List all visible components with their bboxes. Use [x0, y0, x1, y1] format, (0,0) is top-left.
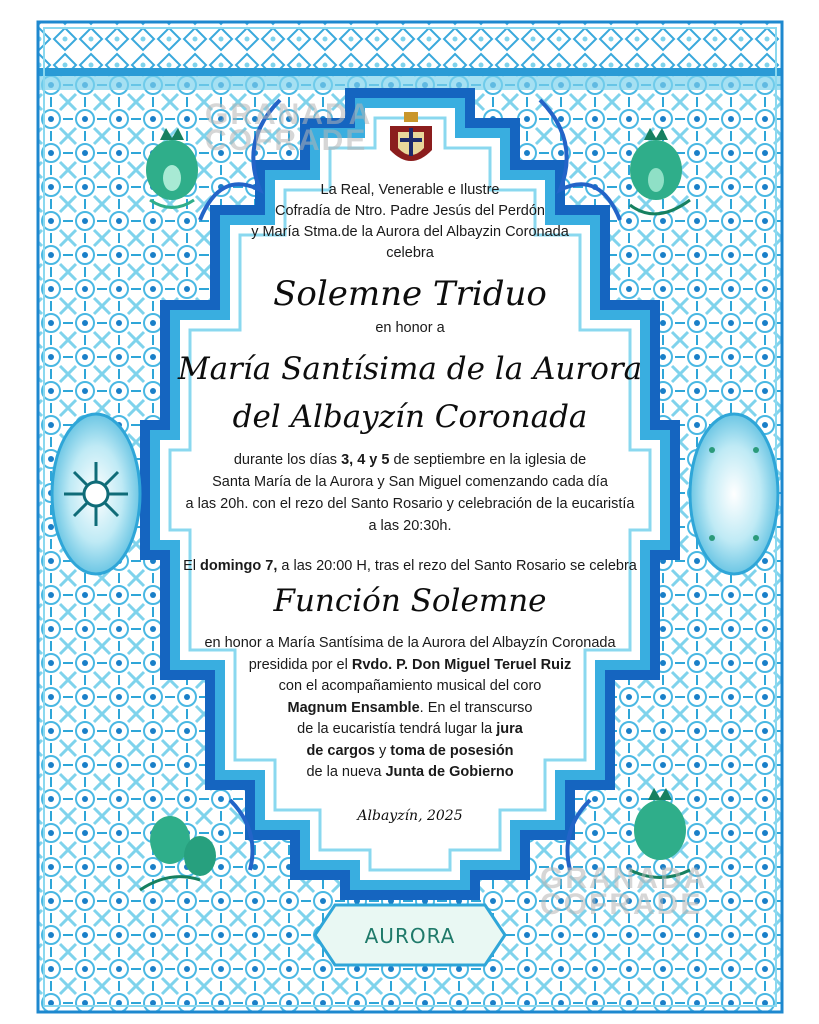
- junta-name: Junta de Gobierno: [385, 764, 514, 780]
- details-dates: 3, 4 y 5: [341, 452, 390, 468]
- final-bold: de cargos: [306, 742, 375, 759]
- final-text: y: [374, 742, 391, 759]
- final-bold: toma de posesión: [390, 742, 514, 759]
- details-text: durante los días: [233, 452, 342, 468]
- choir-name: Magnum Ensamble: [287, 699, 420, 716]
- sunday-text: a las 20:00 H, tras el rezo del Santo Rosario se celebra: [277, 558, 637, 574]
- title-maria-line1: María Santísima de la Aurora: [177, 351, 643, 387]
- details-line2: Santa María de la Aurora y San Miguel comenzando cada día: [212, 474, 608, 490]
- details-line4: a las 20:30h.: [368, 518, 452, 534]
- details-text: de septiembre en la iglesia de: [389, 452, 587, 468]
- brotherhood-crest-icon: [384, 110, 438, 174]
- final-line7: [150, 762, 670, 784]
- title-maria-line2: del Albayzín Coronada: [232, 399, 588, 435]
- title-maria: [150, 345, 670, 441]
- triduo-details: [150, 449, 670, 537]
- sunday-line: [150, 555, 670, 577]
- place-date: Albayzín, 2025: [357, 807, 463, 824]
- final-text: de la eucaristía tendrá lugar la: [297, 721, 497, 737]
- final-line3: con el acompañamiento musical del coro: [278, 678, 542, 694]
- watermark-line2: COFRADE: [205, 124, 368, 157]
- sunday-text: El: [183, 558, 201, 574]
- intro-line: y María Stma.de la Aurora del Albayzin Coronada: [251, 224, 569, 240]
- final-line6: [150, 741, 670, 763]
- final-line4: [150, 698, 670, 720]
- intro-line: La Real, Venerable e Ilustre: [320, 182, 500, 198]
- final-line1: en honor a María Santísima de la Aurora del Albayzín Coronada: [204, 635, 616, 651]
- title-triduo: Solemne Triduo: [273, 274, 547, 314]
- details-line1: [150, 449, 670, 471]
- presider-name: Rvdo. P. Don Miguel Teruel Ruiz: [351, 656, 572, 673]
- watermark-line2: COFRADE: [540, 888, 703, 921]
- watermark-line1: GRANADA: [540, 862, 708, 895]
- honor-text: en honor a: [375, 320, 445, 336]
- intro-line: celebra: [386, 245, 434, 261]
- final-text: . En el transcurso: [419, 699, 533, 716]
- intro-line: Cofradía de Ntro. Padre Jesús del Perdón: [274, 203, 545, 219]
- sunday-date: domingo 7,: [200, 558, 278, 574]
- final-text: de la nueva: [306, 764, 386, 780]
- invitation-text: [150, 180, 670, 824]
- funcion-details: [150, 633, 670, 784]
- final-line5: [150, 719, 670, 741]
- final-text: presidida por el: [248, 656, 352, 673]
- final-bold: jura: [496, 721, 523, 737]
- aurora-plaque: AURORA: [364, 924, 456, 948]
- final-line2: [150, 655, 670, 677]
- watermark-top: [205, 98, 373, 157]
- details-line3: a las 20h. con el rezo del Santo Rosario y celebración de la eucaristía: [185, 496, 635, 512]
- watermark-line1: GRANADA: [205, 98, 373, 131]
- title-funcion: Función Solemne: [273, 583, 547, 619]
- intro-block: [150, 180, 670, 264]
- watermark-bottom: [540, 862, 708, 921]
